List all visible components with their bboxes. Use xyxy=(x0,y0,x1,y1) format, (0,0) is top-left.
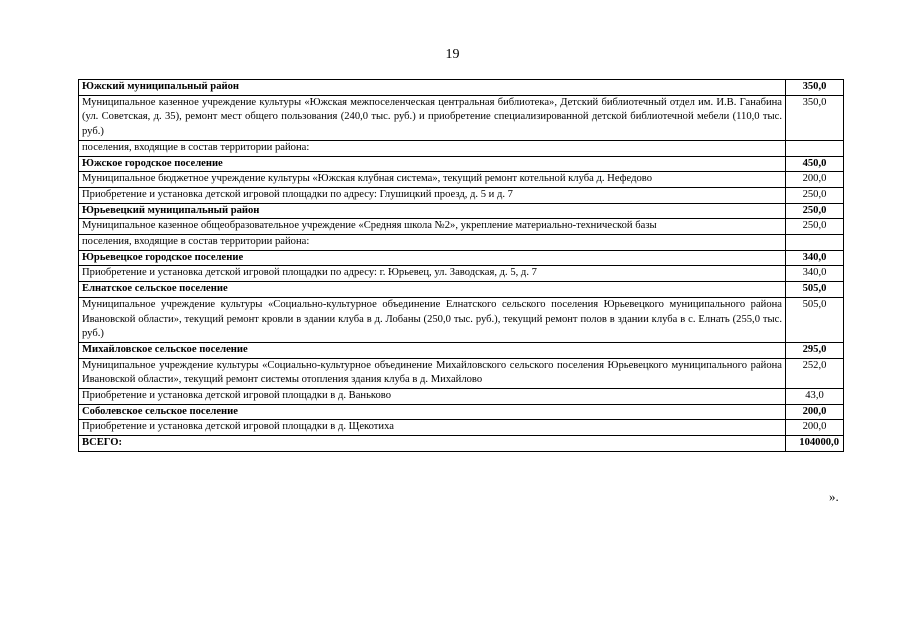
row-amount: 200,0 xyxy=(786,172,844,188)
row-description: Юрьевецкий муниципальный район xyxy=(79,203,786,219)
row-description: Соболевское сельское поселение xyxy=(79,404,786,420)
row-amount: 340,0 xyxy=(786,266,844,282)
row-amount: 250,0 xyxy=(786,203,844,219)
page-number: 19 xyxy=(445,47,460,62)
table-row xyxy=(79,187,844,203)
row-amount: 350,0 xyxy=(786,95,844,140)
row-amount: 43,0 xyxy=(786,389,844,405)
budget-allocation-table xyxy=(78,79,844,452)
row-amount xyxy=(786,140,844,156)
row-amount: 200,0 xyxy=(786,420,844,436)
row-description: Приобретение и установка детской игровой площадки в д. Ваньково xyxy=(79,389,786,405)
row-amount: 200,0 xyxy=(786,404,844,420)
closing-quote-mark: ». xyxy=(829,489,839,504)
row-amount: 505,0 xyxy=(786,297,844,342)
table-row xyxy=(79,297,844,342)
table-row-section xyxy=(79,282,844,298)
row-description: Елнатское сельское поселение xyxy=(79,282,786,298)
table-row-section xyxy=(79,342,844,358)
row-amount: 104000,0 xyxy=(786,436,844,452)
table-row xyxy=(79,219,844,235)
row-description: Муниципальное бюджетное учреждение культуры «Южская клубная система», текущий ремонт котельной клуба д. Нефедово xyxy=(79,172,786,188)
row-description: Юрьевецкое городское поселение xyxy=(79,250,786,266)
table-row xyxy=(79,358,844,388)
row-description: Южский муниципальный район xyxy=(79,80,786,96)
row-amount: 250,0 xyxy=(786,187,844,203)
table-row xyxy=(79,266,844,282)
row-amount: 252,0 xyxy=(786,358,844,388)
row-description: Муниципальное учреждение культуры «Социально-культурное объединение Елнатского сельского поселения Юрьевецкого муниципального района Ивановской области», текущий ремонт кровли в здании клуба в д. Лобаны (250,0 тыс. руб.), текущий ремонт полов в здании клуба в с. Елнать (255,0 тыс. руб.) xyxy=(79,297,786,342)
row-amount: 295,0 xyxy=(786,342,844,358)
row-description: Муниципальное казенное общеобразовательное учреждение «Средняя школа №2», укрепление материально-технической базы xyxy=(79,219,786,235)
table-row-section xyxy=(79,156,844,172)
row-description: Муниципальное учреждение культуры «Социально-культурное объединение Михайловского сельского поселения Юрьевецкого муниципального района Ивановской области», текущий ремонт системы отопления здания клуба в д. Михайлово xyxy=(79,358,786,388)
table-row-section xyxy=(79,250,844,266)
row-amount: 340,0 xyxy=(786,250,844,266)
row-description: Южское городское поселение xyxy=(79,156,786,172)
row-description: Муниципальное казенное учреждение культуры «Южская межпоселенческая центральная библиотека», Детский библиотечный отдел им. И.В. Ганабина (ул. Советская, д. 35), ремонт мест общего пользования (240,0 тыс. руб.) и приобретение специализированной детской библиотечной мебели (110,0 тыс. руб.) xyxy=(79,95,786,140)
table-row xyxy=(79,172,844,188)
table-row-section xyxy=(79,203,844,219)
table-body xyxy=(79,80,844,452)
row-amount: 450,0 xyxy=(786,156,844,172)
row-description: Приобретение и установка детской игровой площадки по адресу: Глушицкий проезд, д. 5 и д. 7 xyxy=(79,187,786,203)
table-row xyxy=(79,389,844,405)
row-description: поселения, входящие в состав территории района: xyxy=(79,140,786,156)
table-row xyxy=(79,95,844,140)
row-description: Михайловское сельское поселение xyxy=(79,342,786,358)
row-description: Приобретение и установка детской игровой площадки по адресу: г. Юрьевец, ул. Заводская, д. 5, д. 7 xyxy=(79,266,786,282)
row-amount: 505,0 xyxy=(786,282,844,298)
table-row xyxy=(79,140,844,156)
row-amount: 350,0 xyxy=(786,80,844,96)
table-row xyxy=(79,235,844,251)
row-description: Приобретение и установка детской игровой площадки в д. Щекотиха xyxy=(79,420,786,436)
table-row-section xyxy=(79,404,844,420)
row-amount xyxy=(786,235,844,251)
table-row xyxy=(79,420,844,436)
table-row-section xyxy=(79,436,844,452)
row-amount: 250,0 xyxy=(786,219,844,235)
row-description: поселения, входящие в состав территории района: xyxy=(79,235,786,251)
row-description: ВСЕГО: xyxy=(79,436,786,452)
table-row-section xyxy=(79,80,844,96)
